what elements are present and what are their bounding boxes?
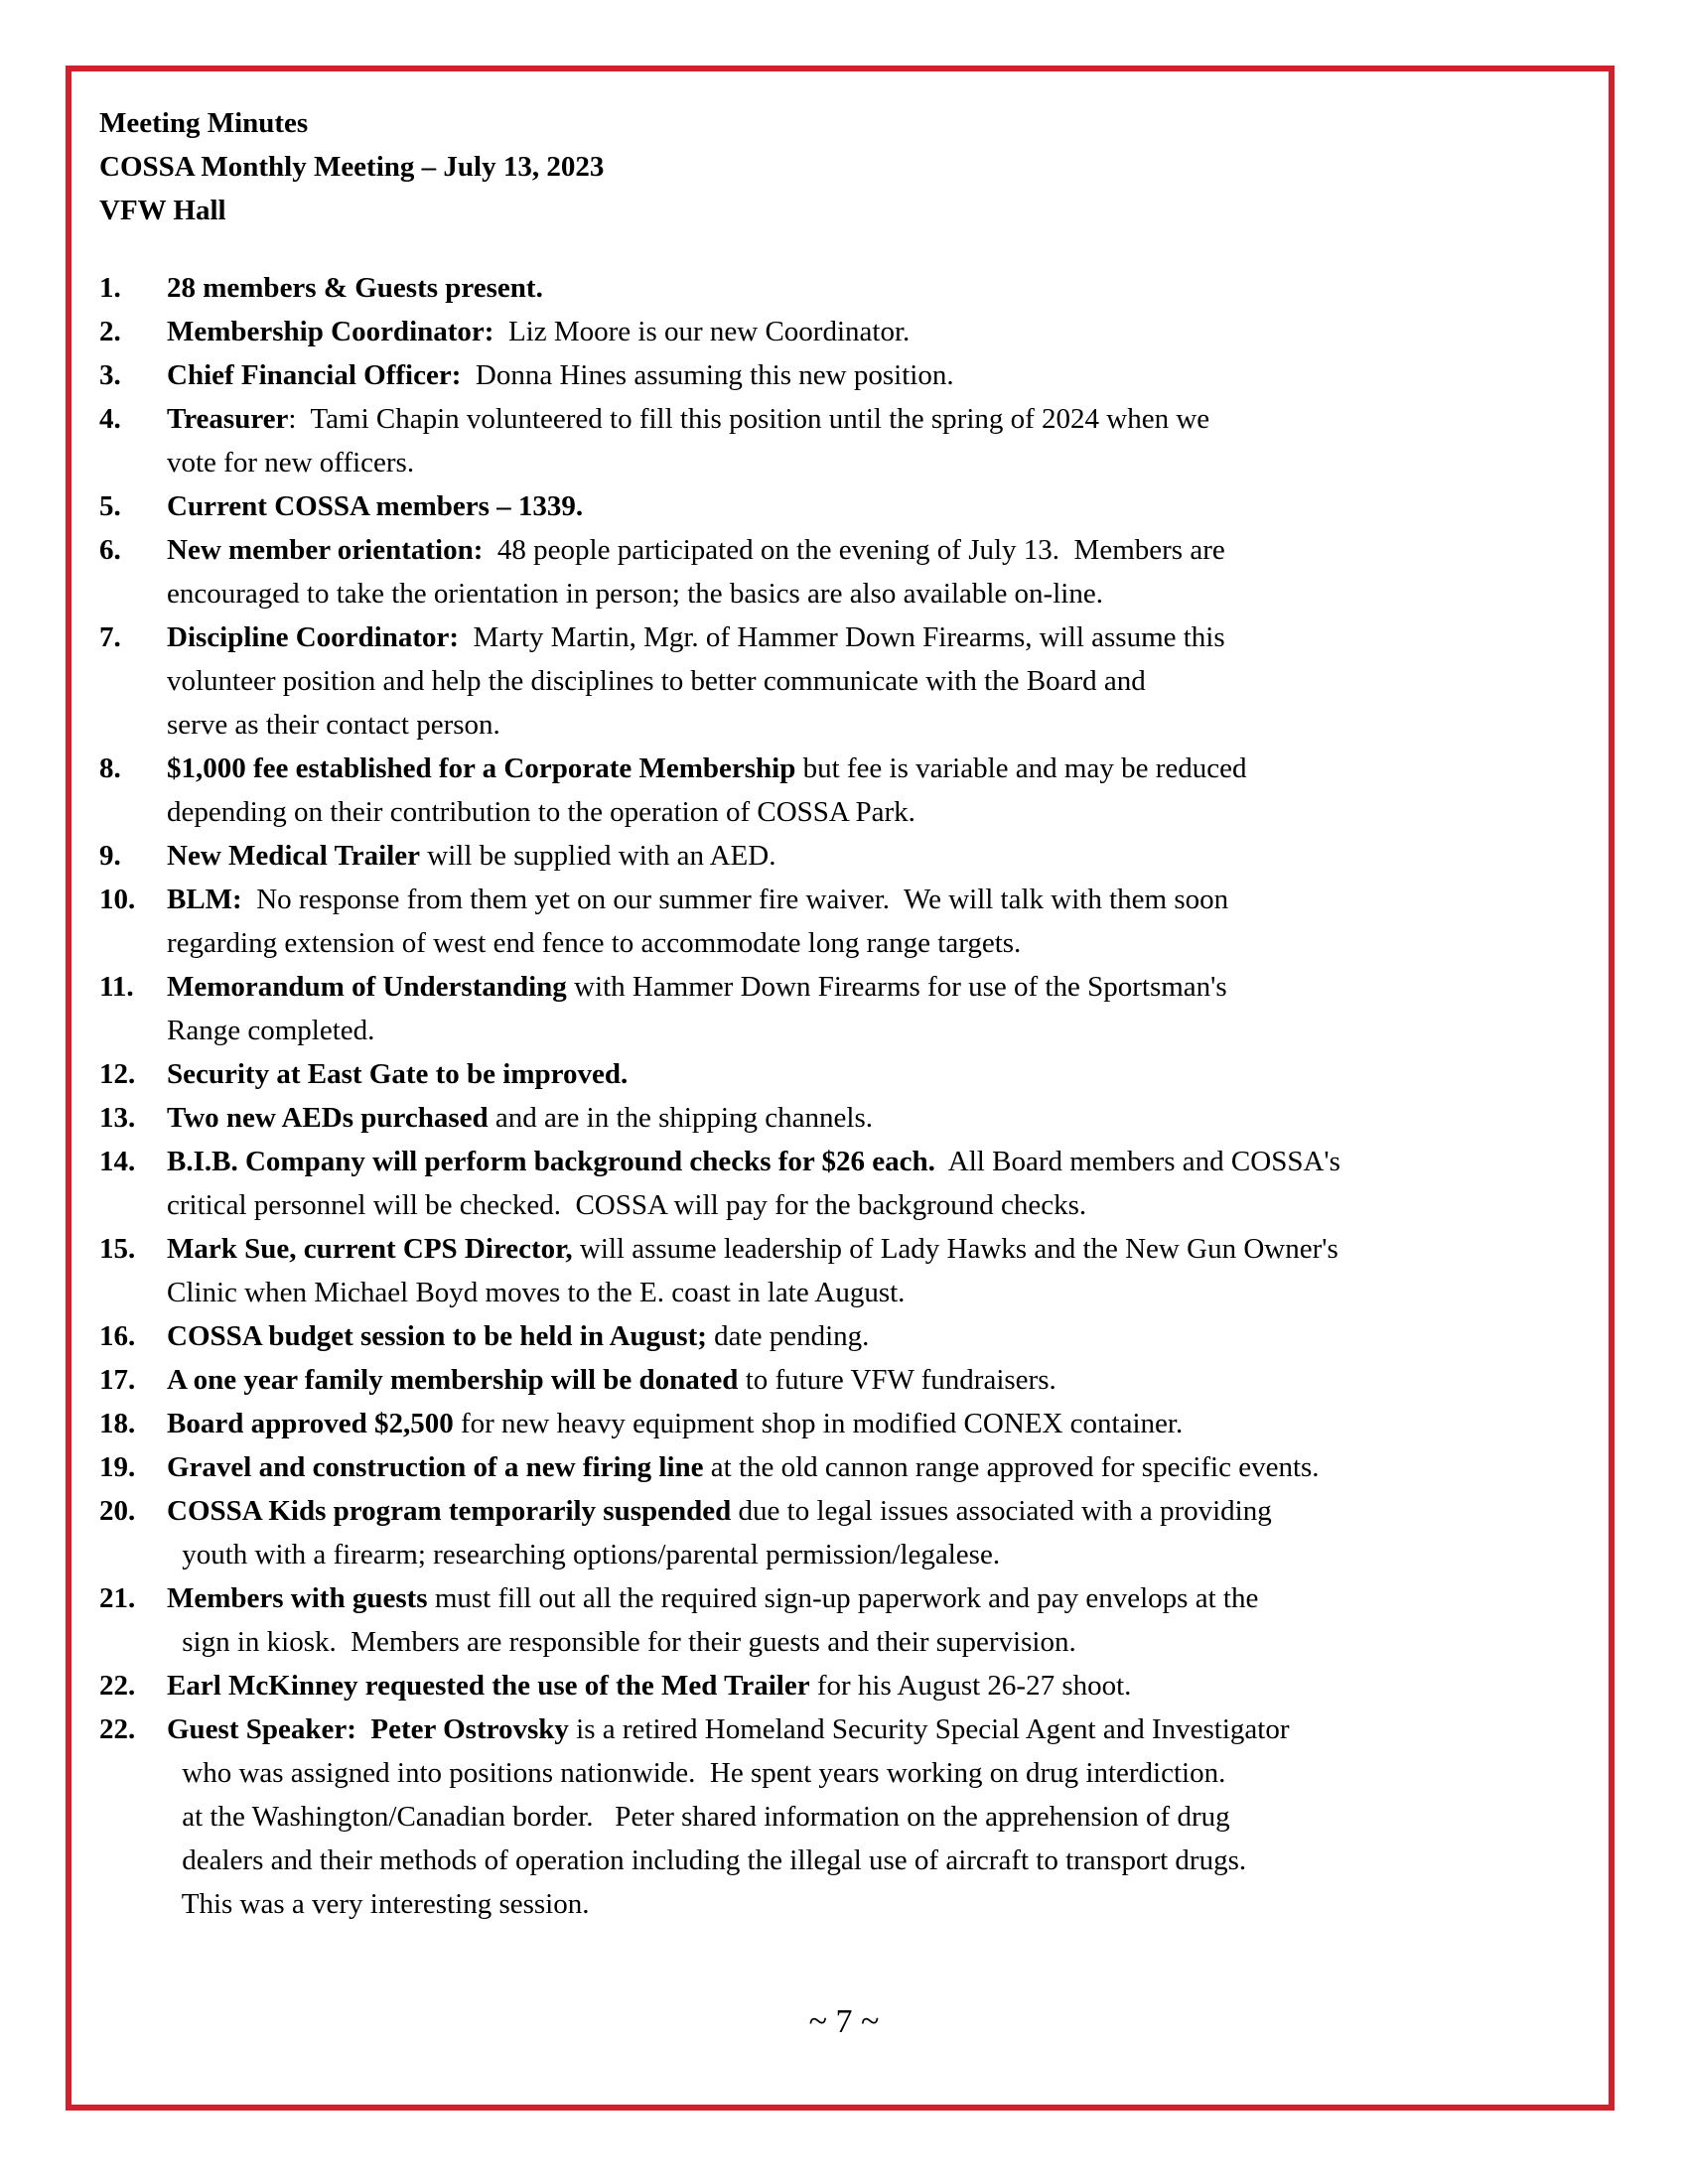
item-number: 2. bbox=[99, 316, 121, 347]
item-line bbox=[167, 528, 1569, 572]
item-line bbox=[167, 1751, 1569, 1795]
bold-text: $1,000 fee established for a Corporate Membership bbox=[167, 752, 796, 784]
item-line bbox=[167, 1358, 1569, 1402]
bold-text: Current COSSA members – 1339. bbox=[167, 490, 584, 522]
item-text bbox=[167, 1664, 1569, 1707]
list-item bbox=[99, 878, 1569, 965]
item-text bbox=[167, 965, 1569, 1052]
item-line bbox=[167, 1402, 1569, 1445]
body-text: Range completed. bbox=[167, 1015, 375, 1046]
list-item bbox=[99, 1489, 1569, 1576]
meeting-minutes bbox=[99, 101, 1569, 1926]
item-text bbox=[167, 353, 1569, 397]
body-text: dealers and their methods of operation including the illegal use of aircraft to transport drugs. bbox=[175, 1844, 1247, 1876]
item-number: 22. bbox=[99, 1713, 136, 1745]
list-item bbox=[99, 1707, 1569, 1926]
item-line bbox=[167, 1839, 1569, 1882]
item-number: 21. bbox=[99, 1582, 136, 1614]
item-line bbox=[167, 1664, 1569, 1707]
item-text bbox=[167, 834, 1569, 878]
item-text bbox=[167, 310, 1569, 353]
body-text: volunteer position and help the disciplines to better communicate with the Board and bbox=[167, 665, 1146, 697]
body-text: due to legal issues associated with a providing bbox=[731, 1495, 1272, 1527]
item-text bbox=[167, 266, 1569, 310]
list-item bbox=[99, 1314, 1569, 1358]
list-item bbox=[99, 1445, 1569, 1489]
item-text bbox=[167, 747, 1569, 834]
item-line bbox=[167, 615, 1569, 659]
bold-text: Mark Sue, current CPS Director, bbox=[167, 1233, 573, 1265]
item-line bbox=[167, 1096, 1569, 1140]
body-text: serve as their contact person. bbox=[167, 709, 500, 741]
bold-text: Memorandum of Understanding bbox=[167, 971, 567, 1003]
item-line bbox=[167, 1183, 1569, 1227]
body-text: Clinic when Michael Boyd moves to the E. coast in late August. bbox=[167, 1277, 906, 1308]
item-line bbox=[167, 703, 1569, 747]
body-text: and are in the shipping channels. bbox=[488, 1102, 874, 1134]
document-title: Meeting Minutes bbox=[99, 107, 309, 139]
item-number: 5. bbox=[99, 490, 121, 522]
item-number: 7. bbox=[99, 621, 121, 653]
bold-text: Two new AEDs purchased bbox=[167, 1102, 489, 1134]
body-text: encouraged to take the orientation in person; the basics are also available on-line. bbox=[167, 578, 1103, 610]
bold-text: Chief Financial Officer: bbox=[167, 359, 462, 391]
list-item bbox=[99, 484, 1569, 528]
list-item bbox=[99, 834, 1569, 878]
item-number: 19. bbox=[99, 1451, 136, 1483]
bold-text: 28 members & Guests present. bbox=[167, 272, 543, 304]
item-text bbox=[167, 1227, 1569, 1314]
body-text: will be supplied with an AED. bbox=[420, 840, 776, 872]
item-line bbox=[167, 1271, 1569, 1314]
list-item bbox=[99, 965, 1569, 1052]
item-line bbox=[167, 1533, 1569, 1576]
body-text: youth with a firearm; researching options/parental permission/legalese. bbox=[175, 1539, 1001, 1570]
body-text: must fill out all the required sign-up paperwork and pay envelops at the bbox=[427, 1582, 1259, 1614]
meeting-location: VFW Hall bbox=[99, 195, 226, 226]
item-text bbox=[167, 1314, 1569, 1358]
body-text: depending on their contribution to the operation of COSSA Park. bbox=[167, 796, 915, 828]
page-number: ~ 7 ~ bbox=[808, 2003, 880, 2040]
meeting-name: COSSA Monthly Meeting – July 13, 2023 bbox=[99, 151, 605, 183]
item-number: 18. bbox=[99, 1408, 136, 1439]
bold-text: COSSA Kids program temporarily suspended bbox=[167, 1495, 732, 1527]
item-number: 10. bbox=[99, 884, 136, 915]
item-number: 22. bbox=[99, 1670, 136, 1702]
item-line bbox=[167, 572, 1569, 615]
body-text: Donna Hines assuming this new position. bbox=[461, 359, 954, 391]
body-text: but fee is variable and may be reduced bbox=[795, 752, 1247, 784]
item-number: 14. bbox=[99, 1146, 136, 1177]
item-text bbox=[167, 1140, 1569, 1227]
item-number: 20. bbox=[99, 1495, 136, 1527]
item-number: 16. bbox=[99, 1320, 136, 1352]
list-item bbox=[99, 310, 1569, 353]
item-number: 4. bbox=[99, 403, 121, 435]
list-item bbox=[99, 266, 1569, 310]
item-text bbox=[167, 1707, 1569, 1926]
item-text bbox=[167, 1358, 1569, 1402]
body-text: All Board members and COSSA's bbox=[934, 1146, 1340, 1177]
item-number: 15. bbox=[99, 1233, 136, 1265]
item-line bbox=[167, 790, 1569, 834]
body-text: at the old cannon range approved for specific events. bbox=[703, 1451, 1320, 1483]
item-number: 3. bbox=[99, 359, 121, 391]
list-item bbox=[99, 528, 1569, 615]
item-line bbox=[167, 1882, 1569, 1926]
item-line bbox=[167, 441, 1569, 484]
body-text: for his August 26-27 shoot. bbox=[809, 1670, 1132, 1702]
bold-text: Earl McKinney requested the use of the Med Trailer bbox=[167, 1670, 810, 1702]
list-item bbox=[99, 1358, 1569, 1402]
item-text bbox=[167, 397, 1569, 484]
item-line bbox=[167, 1489, 1569, 1533]
list-item bbox=[99, 1576, 1569, 1664]
item-text bbox=[167, 878, 1569, 965]
item-text bbox=[167, 1096, 1569, 1140]
bold-text: New Medical Trailer bbox=[167, 840, 421, 872]
item-text bbox=[167, 528, 1569, 615]
bold-text: Membership Coordinator: bbox=[167, 316, 494, 347]
item-line bbox=[167, 1795, 1569, 1839]
item-line bbox=[167, 1620, 1569, 1664]
body-text: No response from them yet on our summer fire waiver. We will talk with them soon bbox=[241, 884, 1229, 915]
item-line bbox=[167, 353, 1569, 397]
item-line bbox=[167, 1314, 1569, 1358]
body-text: critical personnel will be checked. COSSA will pay for the background checks. bbox=[167, 1189, 1087, 1221]
item-number: 6. bbox=[99, 534, 121, 566]
body-text: vote for new officers. bbox=[167, 447, 415, 478]
body-text: regarding extension of west end fence to accommodate long range targets. bbox=[167, 927, 1022, 959]
bold-text: Guest Speaker: Peter Ostrovsky bbox=[167, 1713, 569, 1745]
item-number: 8. bbox=[99, 752, 121, 784]
bold-text: Security at East Gate to be improved. bbox=[167, 1058, 629, 1090]
item-line bbox=[167, 834, 1569, 878]
body-text: at the Washington/Canadian border. Peter shared information on the apprehension of drug bbox=[175, 1801, 1230, 1833]
list-item bbox=[99, 1664, 1569, 1707]
item-number: 11. bbox=[99, 971, 134, 1003]
item-text bbox=[167, 1052, 1569, 1096]
item-line bbox=[167, 266, 1569, 310]
item-text bbox=[167, 1402, 1569, 1445]
body-text: for new heavy equipment shop in modified CONEX container. bbox=[453, 1408, 1184, 1439]
list-item bbox=[99, 1140, 1569, 1227]
bold-text: B.I.B. Company will perform background checks for $26 each. bbox=[167, 1146, 935, 1177]
item-line bbox=[167, 310, 1569, 353]
item-line bbox=[167, 1140, 1569, 1183]
item-line bbox=[167, 659, 1569, 703]
bold-text: Discipline Coordinator: bbox=[167, 621, 460, 653]
item-number: 9. bbox=[99, 840, 121, 872]
list-item bbox=[99, 615, 1569, 747]
item-line bbox=[167, 1009, 1569, 1052]
item-text bbox=[167, 484, 1569, 528]
item-number: 1. bbox=[99, 272, 121, 304]
minutes-list bbox=[99, 266, 1569, 1926]
bold-text: COSSA budget session to be held in August; bbox=[167, 1320, 707, 1352]
body-text: 48 people participated on the evening of July 13. Members are bbox=[483, 534, 1225, 566]
item-line bbox=[167, 484, 1569, 528]
bold-text: Members with guests bbox=[167, 1582, 428, 1614]
item-number: 12. bbox=[99, 1058, 136, 1090]
item-text bbox=[167, 1445, 1569, 1489]
item-line bbox=[167, 397, 1569, 441]
bold-text: Board approved $2,500 bbox=[167, 1408, 454, 1439]
body-text: This was a very interesting session. bbox=[175, 1888, 590, 1920]
item-line bbox=[167, 747, 1569, 790]
body-text: : Tami Chapin volunteered to fill this position until the spring of 2024 when we bbox=[288, 403, 1210, 435]
body-text: with Hammer Down Firearms for use of the Sportsman's bbox=[566, 971, 1227, 1003]
item-line bbox=[167, 1052, 1569, 1096]
item-line bbox=[167, 921, 1569, 965]
list-item bbox=[99, 1402, 1569, 1445]
body-text: to future VFW fundraisers. bbox=[738, 1364, 1056, 1396]
list-item bbox=[99, 1052, 1569, 1096]
body-text: will assume leadership of Lady Hawks and the New Gun Owner's bbox=[572, 1233, 1338, 1265]
item-text bbox=[167, 1489, 1569, 1576]
bold-text: Gravel and construction of a new firing line bbox=[167, 1451, 704, 1483]
item-line bbox=[167, 965, 1569, 1009]
body-text: is a retired Homeland Security Special Agent and Investigator bbox=[568, 1713, 1290, 1745]
item-line bbox=[167, 1445, 1569, 1489]
body-text: who was assigned into positions nationwide. He spent years working on drug interdiction. bbox=[175, 1757, 1226, 1789]
item-line bbox=[167, 878, 1569, 921]
list-item bbox=[99, 1227, 1569, 1314]
body-text: Marty Martin, Mgr. of Hammer Down Firearms, will assume this bbox=[459, 621, 1225, 653]
item-line bbox=[167, 1576, 1569, 1620]
item-number: 13. bbox=[99, 1102, 136, 1134]
bold-text: A one year family membership will be donated bbox=[167, 1364, 739, 1396]
list-item bbox=[99, 397, 1569, 484]
body-text: Liz Moore is our new Coordinator. bbox=[493, 316, 911, 347]
item-line bbox=[167, 1707, 1569, 1751]
item-line bbox=[167, 1227, 1569, 1271]
list-item bbox=[99, 747, 1569, 834]
bold-text: BLM: bbox=[167, 884, 242, 915]
list-item bbox=[99, 1096, 1569, 1140]
item-number: 17. bbox=[99, 1364, 136, 1396]
bold-text: New member orientation: bbox=[167, 534, 484, 566]
body-text: sign in kiosk. Members are responsible for their guests and their supervision. bbox=[175, 1626, 1076, 1658]
bold-text: Treasurer bbox=[167, 403, 289, 435]
body-text: date pending. bbox=[706, 1320, 870, 1352]
item-text bbox=[167, 1576, 1569, 1664]
item-text bbox=[167, 615, 1569, 747]
list-item bbox=[99, 353, 1569, 397]
